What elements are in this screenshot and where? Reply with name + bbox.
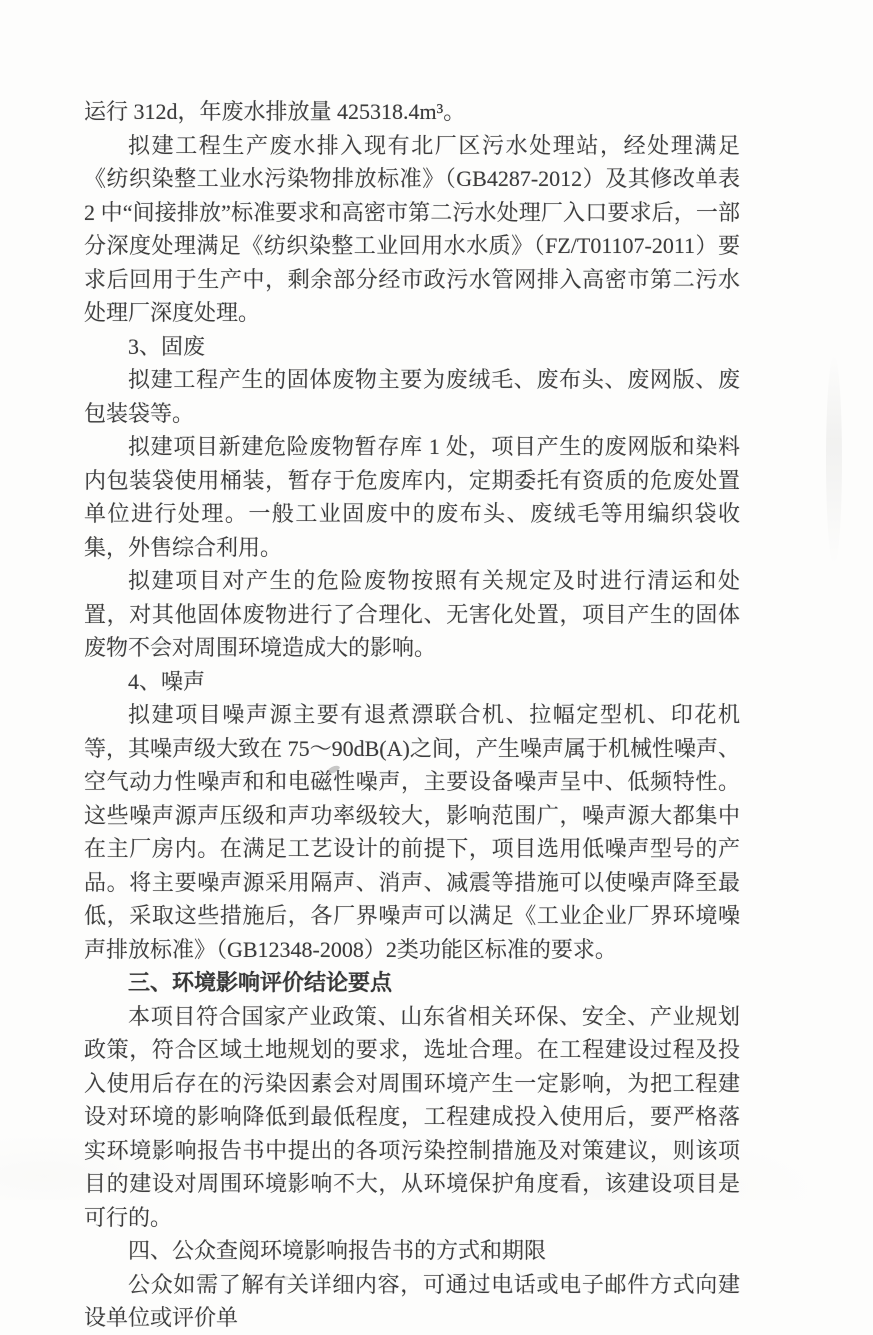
heading-eia-conclusion: 三、环境影响评价结论要点 <box>128 970 393 995</box>
paragraph-wastewater-treatment: 拟建工程生产废水排入现有北厂区污水处理站，经处理满足《纺织染整工业水污染物排放标准》（GB4287-2012）及其修改单表 2 中“间接排放”标准要求和高密市第二污水处理厂入口要求后，一部分深度处理满足《纺织染整工业回用水水质》（FZ/T01107-2011）要求后回用于生产中，剩余部分经市政污水管网排入高密市第二污水处理厂深度处理。 <box>84 132 740 325</box>
paragraph-solid-waste-types: 拟建工程产生的固体废物主要为废绒毛、废布头、废网版、废包装袋等。 <box>84 367 740 426</box>
scan-artifact-speck-small <box>283 1276 289 1280</box>
scan-artifact-streak <box>826 355 842 565</box>
paragraph-noise-sources: 拟建项目噪声源主要有退煮漂联合机、拉幅定型机、印花机等，其噪声级大致在 75～90dB(A)之间，产生噪声属于机械性噪声、空气动力性噪声和和电磁性噪声，主要设备噪声呈中、低频特性。这些噪声源声压级和声功率级较大，影响范围广，噪声源大都集中在主厂房内。在满足工艺设计的前提下，项目选用低噪声型号的产品。将主要噪声源采用隔声、消声、减震等措施可以使噪声降至最低，采取这些措施后，各厂界噪声可以满足《工业企业厂界环境噪声排放标准》（GB12348-2008）2类功能区标准的要求。 <box>84 702 740 962</box>
paragraph-hazardous-waste-storage: 拟建项目新建危险废物暂存库 1 处，项目产生的废网版和染料内包装袋使用桶装，暂存于危废库内，定期委托有资质的危废处置单位进行处理。一般工业固废中的废布头、废绒毛等用编织袋收集，外售综合利用。 <box>84 434 740 560</box>
paragraph-hazardous-waste-disposal: 拟建项目对产生的危险废物按照有关规定及时进行清运和处置，对其他固体废物进行了合理化、无害化处置，项目产生的固体废物不会对周围环境造成大的影响。 <box>84 568 740 660</box>
heading-public-access: 四、公众查阅环境影响报告书的方式和期限 <box>128 1238 547 1263</box>
paragraph-public-contact: 公众如需了解有关详细内容，可通过电话或电子邮件方式向建设单位或评价单 <box>84 1271 740 1330</box>
section-label-solid-waste: 3、固废 <box>128 333 206 359</box>
document-text-block <box>84 95 740 1335</box>
section-label-noise: 4、噪声 <box>128 668 206 694</box>
paragraph-conclusion: 本项目符合国家产业政策、山东省相关环保、安全、产业规划政策，符合区域土地规划的要求，选址合理。在工程建设过程及投入使用后存在的污染因素会对周围环境产生一定影响，为把工程建设对环境的影响降低到最低程度，工程建成投入使用后，要严格落实环境影响报告书中提出的各项污染控制措施及对策建议，则该项目的建设对周围环境影响不大，从环境保护角度看，该建设项目是可行的。 <box>84 1003 740 1230</box>
paragraph-wastewater-volume: 运行 312d，年废水排放量 425318.4m³。 <box>84 99 466 124</box>
